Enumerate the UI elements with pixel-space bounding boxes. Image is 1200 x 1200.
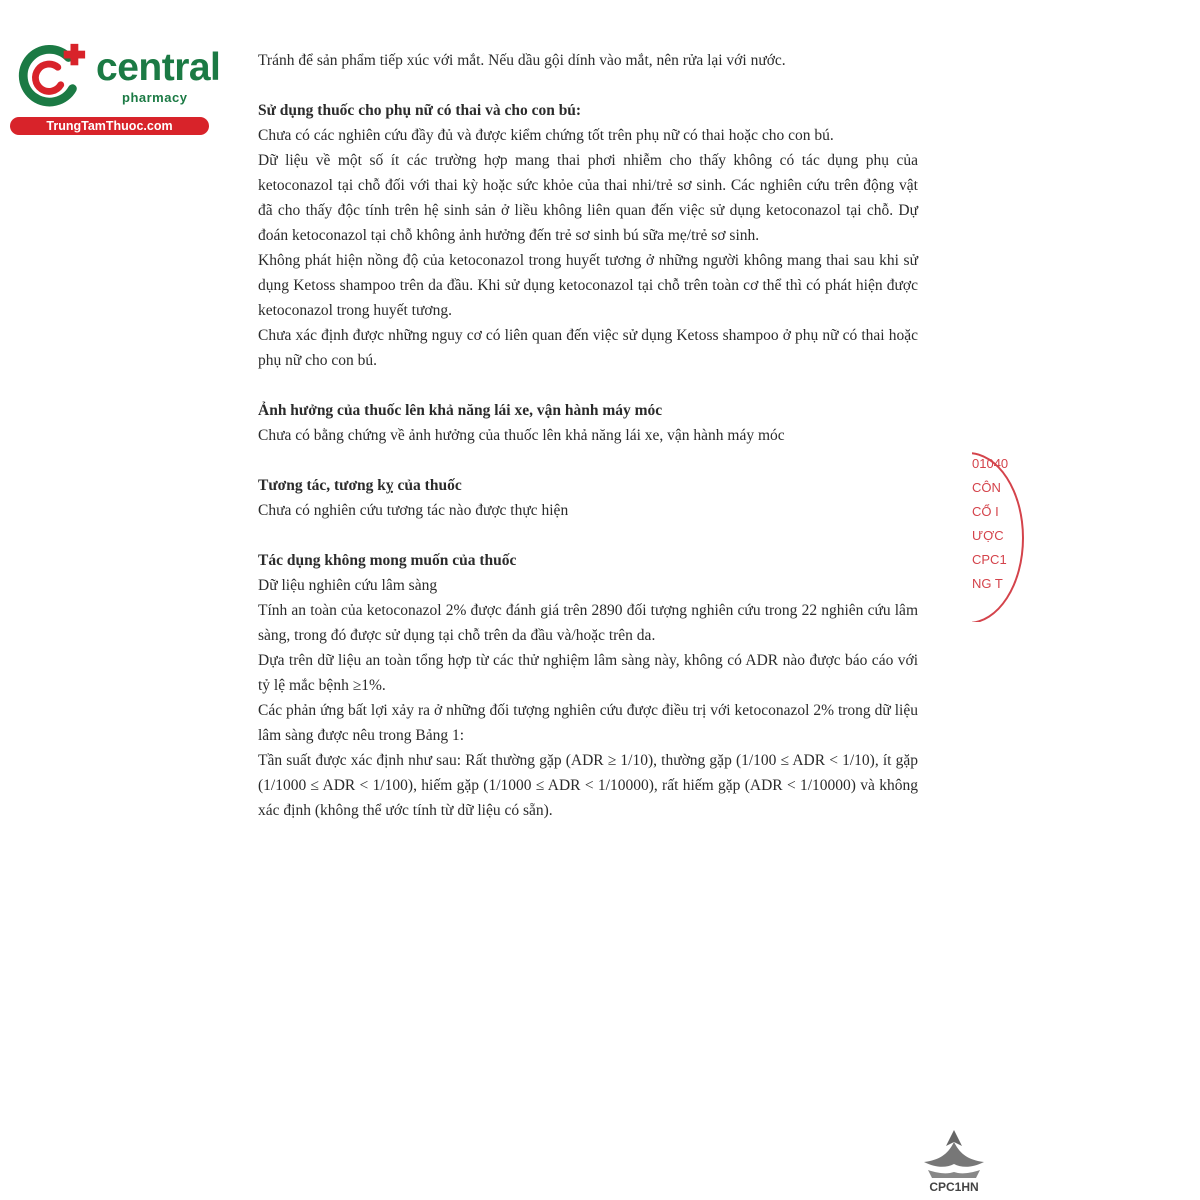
adverse-paragraph-4: Tần suất được xác định như sau: Rất thường gặp (ADR ≥ 1/10), thường gặp (1/100 ≤ ADR < 1/10), ít gặp (1/1000 ≤ ADR < 1/100), hiếm gặp (1/1000 ≤ ADR < 1/10000), rất hiếm gặp (ADR < 1/10000) và không xác định (không thể ước tính từ dữ liệu có sẵn).: [258, 752, 918, 819]
interactions-paragraph: Chưa có nghiên cứu tương tác nào được thực hiện: [258, 502, 569, 519]
logo-subtitle: pharmacy: [122, 90, 188, 105]
stamp-text-line: CỔ I: [972, 504, 999, 519]
pregnancy-paragraph-1: Chưa có các nghiên cứu đầy đủ và được kiểm chứng tốt trên phụ nữ có thai hoặc cho con bú.: [258, 127, 834, 144]
driving-paragraph: Chưa có bằng chứng về ảnh hưởng của thuốc lên khả năng lái xe, vận hành máy móc: [258, 427, 785, 444]
intro-paragraph: Tránh để sản phẩm tiếp xúc với mắt. Nếu dầu gội dính vào mắt, nên rửa lại với nước.: [258, 52, 786, 69]
lotus-icon: [918, 1128, 990, 1180]
adverse-paragraph-1: Tính an toàn của ketoconazol 2% được đánh giá trên 2890 đối tượng nghiên cứu trong 22 nghiên cứu lâm sàng, trong đó được sử dụng tại chỗ trên da đầu và/hoặc trên da.: [258, 602, 918, 644]
stamp-text-line: CÔN: [972, 480, 1001, 495]
pregnancy-heading: Sử dụng thuốc cho phụ nữ có thai và cho con bú:: [258, 102, 582, 119]
cpc1hn-logo: [918, 1128, 990, 1198]
adverse-paragraph-3: Các phản ứng bất lợi xảy ra ở những đối tượng nghiên cứu được điều trị với ketoconazol 2% trong dữ liệu lâm sàng được nêu trong Bảng 1:: [258, 702, 918, 744]
pregnancy-paragraph-2: Dữ liệu về một số ít các trường hợp mang thai phơi nhiễm cho thấy không có tác dụng phụ của ketoconazol tại chỗ đối với thai kỳ hoặc sức khỏe của thai nhi/trẻ sơ sinh. Các nghiên cứu trên động vật đã cho thấy độc tính trên hệ sinh sản ở liều không liên quan đến việc sử dụng ketoconazol tại chỗ. Dự đoán ketoconazol tại chỗ không ảnh hưởng đến trẻ sơ sinh bú sữa mẹ/trẻ sơ sinh.: [258, 152, 918, 244]
adverse-subheading: Dữ liệu nghiên cứu lâm sàng: [258, 577, 438, 594]
stamp-text-line: ƯỢC: [972, 528, 1004, 543]
stamp-text-line: 01040: [972, 456, 1009, 471]
adverse-paragraph-2: Dựa trên dữ liệu an toàn tổng hợp từ các thử nghiệm lâm sàng này, không có ADR nào được báo cáo với tỷ lệ mắc bệnh ≥1%.: [258, 652, 918, 694]
stamp-text-line: CPC1: [972, 552, 1007, 567]
logo-site-url: TrungTamThuoc.com: [10, 117, 209, 135]
adverse-effects-heading: Tác dụng không mong muốn của thuốc: [258, 552, 517, 569]
central-pharmacy-logo-icon: [12, 38, 90, 116]
driving-heading: Ảnh hưởng của thuốc lên khả năng lái xe, vận hành máy móc: [258, 402, 663, 419]
stamp-text-line: NG T: [972, 576, 1003, 591]
document-body: [258, 48, 918, 823]
interactions-heading: Tương tác, tương kỵ của thuốc: [258, 477, 462, 494]
cpc1hn-label: CPC1HN: [929, 1180, 979, 1194]
company-stamp: [972, 452, 1030, 622]
pregnancy-paragraph-4: Chưa xác định được những nguy cơ có liên quan đến việc sử dụng Ketoss shampoo ở phụ nữ có thai hoặc phụ nữ cho con bú.: [258, 327, 918, 369]
pregnancy-paragraph-3: Không phát hiện nồng độ của ketoconazol trong huyết tương ở những người không mang thai sau khi sử dụng Ketoss shampoo trên da đầu. Khi sử dụng ketoconazol tại chỗ trên toàn cơ thể thì có phát hiện được ketoconazol trong huyết tương.: [258, 252, 918, 319]
logo-wordmark: central: [96, 46, 221, 89]
pharmacy-logo[interactable]: [10, 38, 221, 138]
